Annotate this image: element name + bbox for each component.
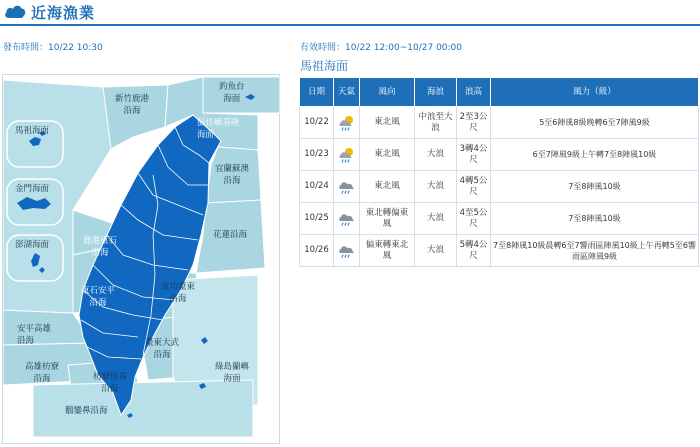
cell-wind-dir: 東北風 (360, 107, 415, 139)
label-lugang: 鹿港東石 沿海 (83, 236, 118, 258)
cell-sea: 大浪 (415, 235, 457, 267)
cloudy-rain-icon (338, 210, 356, 228)
label-kinmen: 金門海面 (15, 184, 50, 194)
cell-sea: 大浪 (415, 203, 457, 235)
header-sea: 海浪 (415, 78, 457, 107)
label-taitung: 臺東大武 沿海 (145, 338, 180, 360)
cell-wave: 2至3公尺 (457, 107, 491, 139)
label-hsinchu: 新竹鹿港 沿海 (115, 94, 150, 116)
cell-wave: 5轉4公尺 (457, 235, 491, 267)
page-header (0, 0, 700, 26)
cell-wind: 7至8陣風10級晨轉6至7響雨區陣風10級上午再轉5至6響雨區陣風9級 (491, 235, 699, 267)
cell-wind: 7至8陣風10級 (491, 171, 699, 203)
label-hualien: 花蓮沿海 (213, 230, 248, 240)
cell-weather (334, 203, 360, 235)
cell-date: 10/24 (300, 171, 334, 203)
cell-weather (334, 235, 360, 267)
cloudy-rain-sun-icon (338, 114, 356, 132)
forecast-table (299, 77, 699, 267)
cell-date: 10/22 (300, 107, 334, 139)
cloud-icon (4, 3, 26, 19)
header-wind: 風力（級） (491, 78, 699, 107)
cloudy-rain-sun-icon (338, 146, 356, 164)
label-ludao: 綠島蘭嶼 海面 (215, 362, 250, 384)
cell-wind-dir: 東北轉偏東風 (360, 203, 415, 235)
cell-weather (334, 139, 360, 171)
panel-title: 馬祖海面 (300, 59, 349, 73)
page-title: 近海漁業 (31, 4, 96, 22)
label-eluanbi: 鵝鑾鼻沿海 (65, 406, 108, 416)
fishery-zone-map (2, 74, 280, 444)
cloudy-rain-icon (338, 242, 356, 260)
label-penghu: 澎湖海面 (15, 240, 50, 250)
cell-date: 10/26 (300, 235, 334, 267)
label-anping: 安平高雄 沿海 (17, 324, 52, 346)
label-pengjia: 彭佳嶼基隆 海面 (197, 118, 240, 140)
valid-time: 有效時間：10/22 12:00~10/27 00:00 (300, 43, 463, 53)
table-row (300, 235, 699, 267)
label-yilan: 宜蘭蘇澳 沿海 (215, 164, 250, 186)
cell-weather (334, 107, 360, 139)
header-weather: 天氣 (334, 78, 360, 107)
table-row (300, 139, 699, 171)
cell-sea: 中浪至大浪 (415, 107, 457, 139)
table-row (300, 171, 699, 203)
cell-wind-dir: 東北風 (360, 171, 415, 203)
label-fangliao: 枋寮恆春 沿海 (93, 372, 128, 394)
issue-time: 發布時間：10/22 10:30 (3, 43, 103, 53)
label-dongshi: 東石安平 沿海 (81, 286, 116, 308)
cell-weather (334, 171, 360, 203)
label-diaoyutai: 釣魚台 海面 (219, 82, 245, 104)
cell-date: 10/25 (300, 203, 334, 235)
table-row (300, 107, 699, 139)
cell-wind-dir: 偏東轉東北風 (360, 235, 415, 267)
label-matsu: 馬祖海面 (15, 126, 50, 136)
label-chenggong: 成功臺東 沿海 (161, 282, 196, 304)
cell-wave: 4至5公尺 (457, 203, 491, 235)
cell-wave: 4轉5公尺 (457, 171, 491, 203)
cell-wind: 7至8陣風10級 (491, 203, 699, 235)
table-header-row (300, 78, 699, 107)
cell-sea: 大浪 (415, 171, 457, 203)
header-date: 日期 (300, 78, 334, 107)
cell-wave: 3轉4公尺 (457, 139, 491, 171)
cell-sea: 大浪 (415, 139, 457, 171)
cell-wind-dir: 東北風 (360, 139, 415, 171)
cell-wind: 5至6陣風8級晚轉6至7陣風9級 (491, 107, 699, 139)
header-wind-dir: 風向 (360, 78, 415, 107)
cell-wind: 6至7陣風9級上午轉7至8陣風10級 (491, 139, 699, 171)
table-row (300, 203, 699, 235)
header-wave: 浪高 (457, 78, 491, 107)
cloudy-rain-icon (338, 178, 356, 196)
label-kaohsiung: 高雄枋寮 沿海 (25, 362, 60, 384)
cell-date: 10/23 (300, 139, 334, 171)
